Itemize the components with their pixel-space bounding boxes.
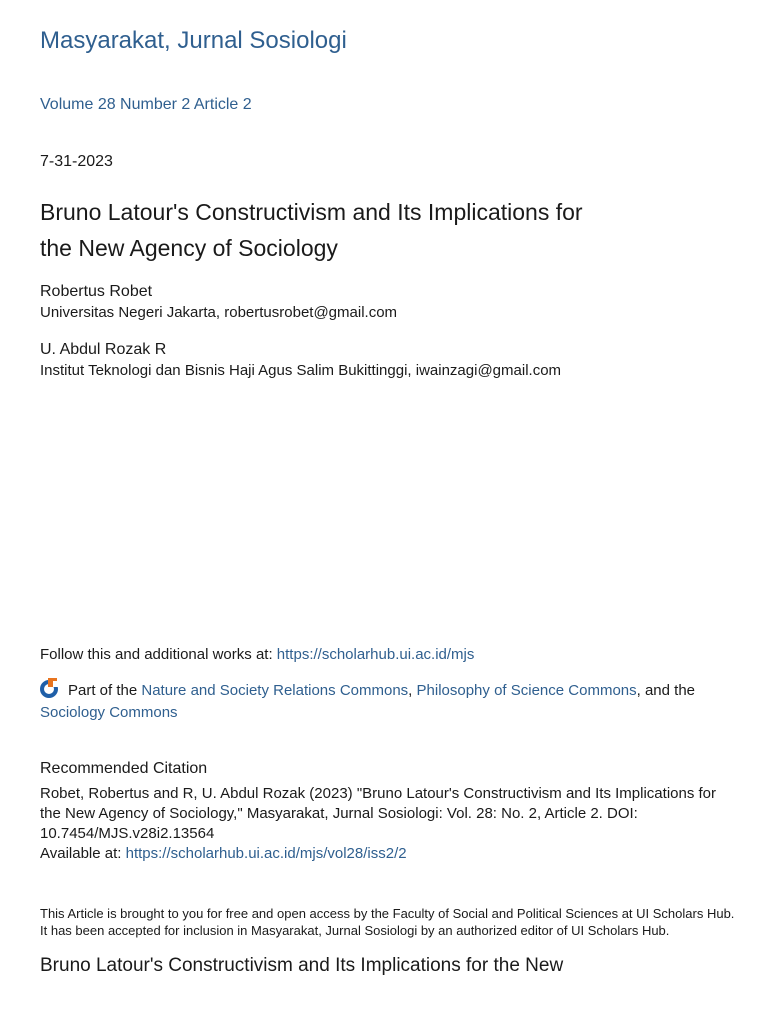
repository-link[interactable]: https://scholarhub.ui.ac.id/mjs [276, 646, 475, 663]
commons-link-nature-society[interactable]: Nature and Society Relations Commons [141, 682, 409, 699]
article-url-link[interactable]: https://scholarhub.ui.ac.id/mjs/vol28/iss2/2 [125, 845, 407, 862]
bepress-network-icon [39, 678, 65, 698]
part-of-prefix: Part of the [68, 682, 142, 699]
available-at-line [40, 844, 740, 864]
article-title-line-1: Bruno Latour's Constructivism and Its Implications for [40, 199, 583, 225]
open-access-note: This Article is brought to you for free and open access by the Faculty of Social and Political Sciences at UI Scholars Hub. It has been accepted for inclusion in Masyarakat, Jurnal Sosiologi by an authorized editor of UI Scholars Hub. [40, 906, 735, 938]
running-title: Bruno Latour's Constructivism and Its Implications for the New [40, 955, 564, 976]
separator: , and the [636, 682, 696, 699]
part-of-block [40, 678, 740, 724]
commons-link-philosophy-science[interactable]: Philosophy of Science Commons [416, 682, 637, 699]
follow-text: Follow this and additional works at: [40, 646, 277, 663]
author-name: Robertus Robet [40, 283, 153, 300]
author-name: U. Abdul Rozak R [40, 341, 167, 358]
volume-issue-link[interactable]: Volume 28 Number 2 Article 2 [40, 96, 252, 113]
separator: , [408, 682, 417, 699]
citation-text: Robet, Robertus and R, U. Abdul Rozak (2023) "Bruno Latour's Constructivism and Its Implications for the New Agency of Sociology," Masyarakat, Jurnal Sosiologi: Vol. 28: No. 2, Article 2. DOI: 10.7454/MJS.v28i2.13564 [40, 785, 717, 842]
journal-title-link[interactable]: Masyarakat, Jurnal Sosiologi [40, 27, 347, 54]
recommended-citation-heading: Recommended Citation [40, 760, 208, 777]
commons-link-sociology[interactable]: Sociology Commons [40, 704, 178, 721]
article-title [40, 194, 740, 266]
author-affiliation: Universitas Negeri Jakarta, robertusrobet@gmail.com [40, 304, 398, 321]
recommended-citation-body [40, 784, 740, 864]
follow-line [40, 646, 474, 663]
available-at-label: Available at: [40, 845, 126, 862]
author-affiliation: Institut Teknologi dan Bisnis Haji Agus Salim Bukittinggi, iwainzagi@gmail.com [40, 362, 562, 379]
publication-date: 7-31-2023 [40, 153, 113, 170]
article-title-line-2: the New Agency of Sociology [40, 235, 338, 261]
